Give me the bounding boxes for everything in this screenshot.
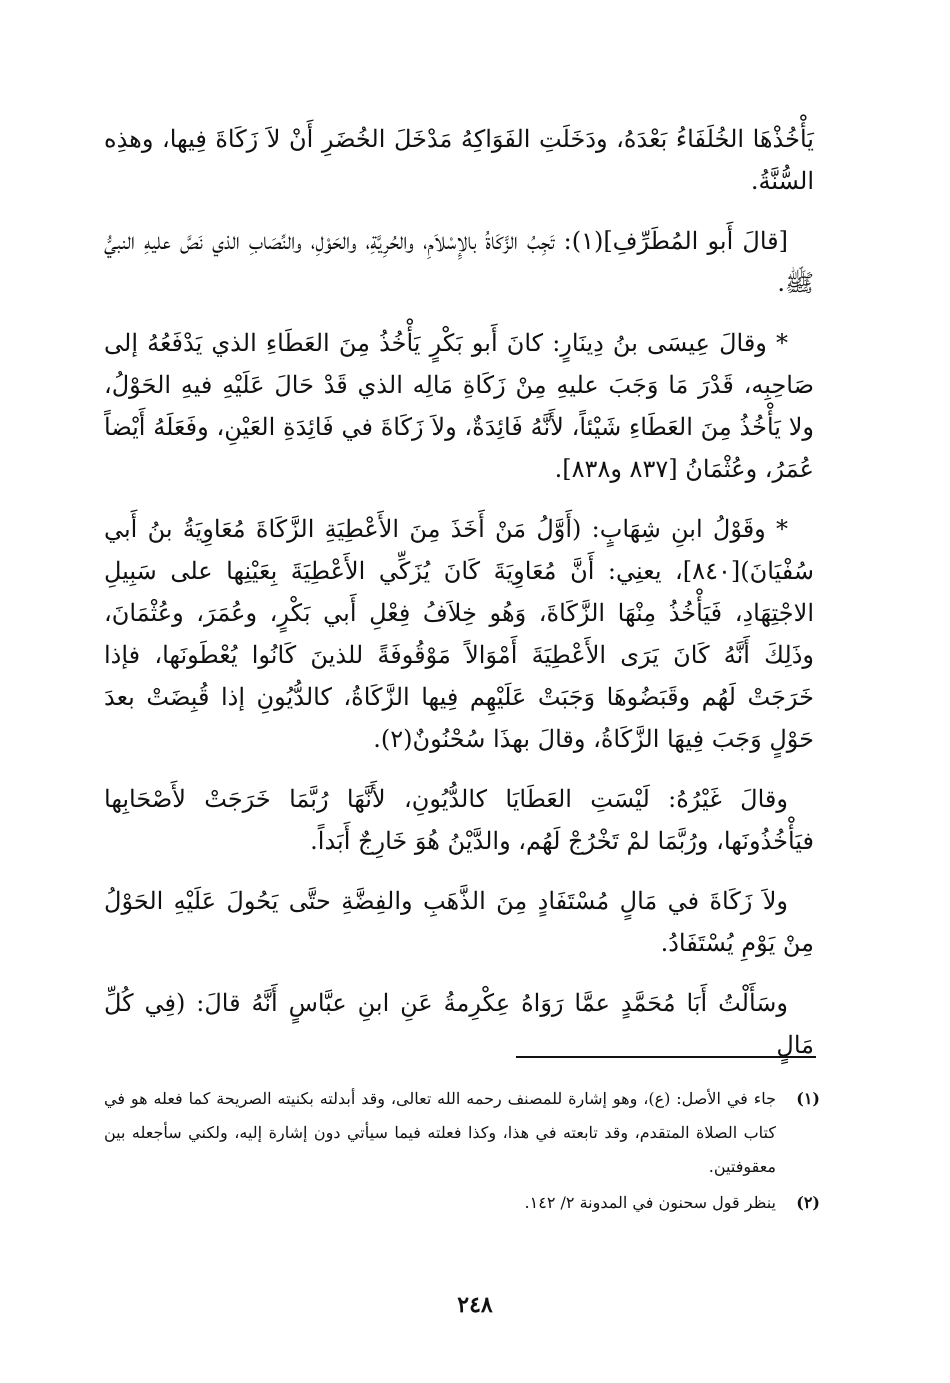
page-number: ٢٤٨: [457, 1292, 493, 1318]
footnote-1: [104, 1082, 820, 1184]
footnote-2: [104, 1186, 820, 1220]
footnotes: [104, 1082, 820, 1222]
paragraph-3: * وقالَ عِيسَى بنُ دِينَارٍ: كانَ أَبو بَكْرٍ يَأْخُذُ مِنَ العَطَاءِ الذي يَدْفَعُهُ إلى صَاحِبِه، قَدْرَ مَا وَجَبَ عليهِ مِنْ زَكَاةِ مَالِه الذي قَدْ حَالَ عَلَيْهِ فيهِ الحَوْلُ، ولا يَأْخُذُ مِنَ العَطَاءِ شَيْئاً، لأَنَّهُ فَائِدَةٌ، ولاَ زَكَاةَ في فَائِدَةِ العَيْنِ، وفَعَلَهُ أَيْضاً عُمَرُ، وعُثْمَانُ [٨٣٧ و٨٣٨].: [104, 329, 814, 483]
paragraph-7: وسَأَلْتُ أَبَا مُحَمَّدٍ عمَّا رَوَاهُ عِكْرِمةُ عَنِ ابنِ عبَّاسٍ أَنَّهُ قالَ: (فِي كُلِّ مَالٍ: [104, 989, 814, 1059]
footnote-text: جاء في الأصل: (ع)، وهو إشارة للمصنف رحمه الله تعالى، وقد أبدلته بكنيته الصريحة كما فعله هو في كتاب الصلاة المتقدم، وقد تابعته في هذا، وكذا فعلته فيما سيأتي دون إشارة إليه، ولكني سأجعله بين معقوفتين.: [104, 1089, 776, 1176]
footnote-text: ينظر قول سحنون في المدونة ٢/ ١٤٢.: [524, 1193, 776, 1212]
paragraph-5: وقالَ غَيْرُهُ: لَيْسَتِ العَطَايَا كالدُّيُونِ، لأَنَّهَا رُبَّمَا خَرَجَتْ لأَصْحَابِها فيَأْخُذُونَها، ورُبَّمَا لمْ تَخْرُجْ لَهُم، والدَّيْنُ هُوَ خَارِجٌ أَبَداً.: [104, 785, 814, 855]
paragraph-4: * وقَوْلُ ابنِ شِهَابٍ: (أَوَّلُ مَنْ أَخَذَ مِنَ الأَعْطِيَةِ الزَّكَاةَ مُعَاوِيَةُ بنُ أَبي سُفْيَانَ)[٨٤٠]، يعنِي: أَنَّ مُعَاوِيَةَ كَانَ يُزَكِّي الأَعْطِيَةَ بِعَيْنِها على سَبِيلِ الاجْتِهَادِ، فَيَأْخُذُ مِنْهَا الزَّكَاةَ، وَهُو خِلاَفُ فِعْلِ أَبي بَكْرٍ، وعُمَرَ، وعُثْمَانَ، وذَلِكَ أَنَّهُ كَانَ يَرَى الأَعْطِيَةَ أَمْوَالاً مَوْقُوفَةً للذينَ كَانُوا يُعْطَونَها، فإذا خَرَجَتْ لَهُم وقَبَضُوهَا وَجَبَتْ عَلَيْهِم فِيها الزَّكَاةُ، كالدُّيُونِ إذا قُبِضَتْ بعدَ حَوْلٍ وَجَبَ فِيهَا الزَّكَاةُ، وقالَ بهذَا سُحْنُونٌ(٢).: [104, 515, 814, 753]
main-text: [104, 118, 814, 1084]
paragraph-6: ولاَ زَكَاةَ في مَالٍ مُسْتَفَادٍ مِنَ الذَّهَبِ والفِضَّةِ حتَّى يَحُولَ عَلَيْهِ الحَوْلُ مِنْ يَوْمِ يُسْتَفَادُ.: [104, 887, 814, 957]
footnote-number: (١): [796, 1089, 820, 1108]
footnote-separator: [516, 1056, 816, 1058]
footnote-number: (٢): [796, 1193, 820, 1212]
paragraph-1: يَأْخُذْهَا الخُلَفَاءُ بَعْدَهُ، ودَخَلَتِ الفَوَاكِهُ مَدْخَلَ الخُضَرِ أَنْ لاَ زَكَاةَ فِيها، وهذِه السُّنَّةُ.: [104, 125, 814, 195]
paragraph-2: [قالَ أَبو المُطَرِّفِ](١): تَجِبُ الزَّكَاةُ بالإِسْلاَمِ، والحُرِيَّةِ، والحَوْلِ، والنِّصَابِ الذي نَصَّ عليهِ النبيُّ ﷺ.: [104, 227, 814, 297]
